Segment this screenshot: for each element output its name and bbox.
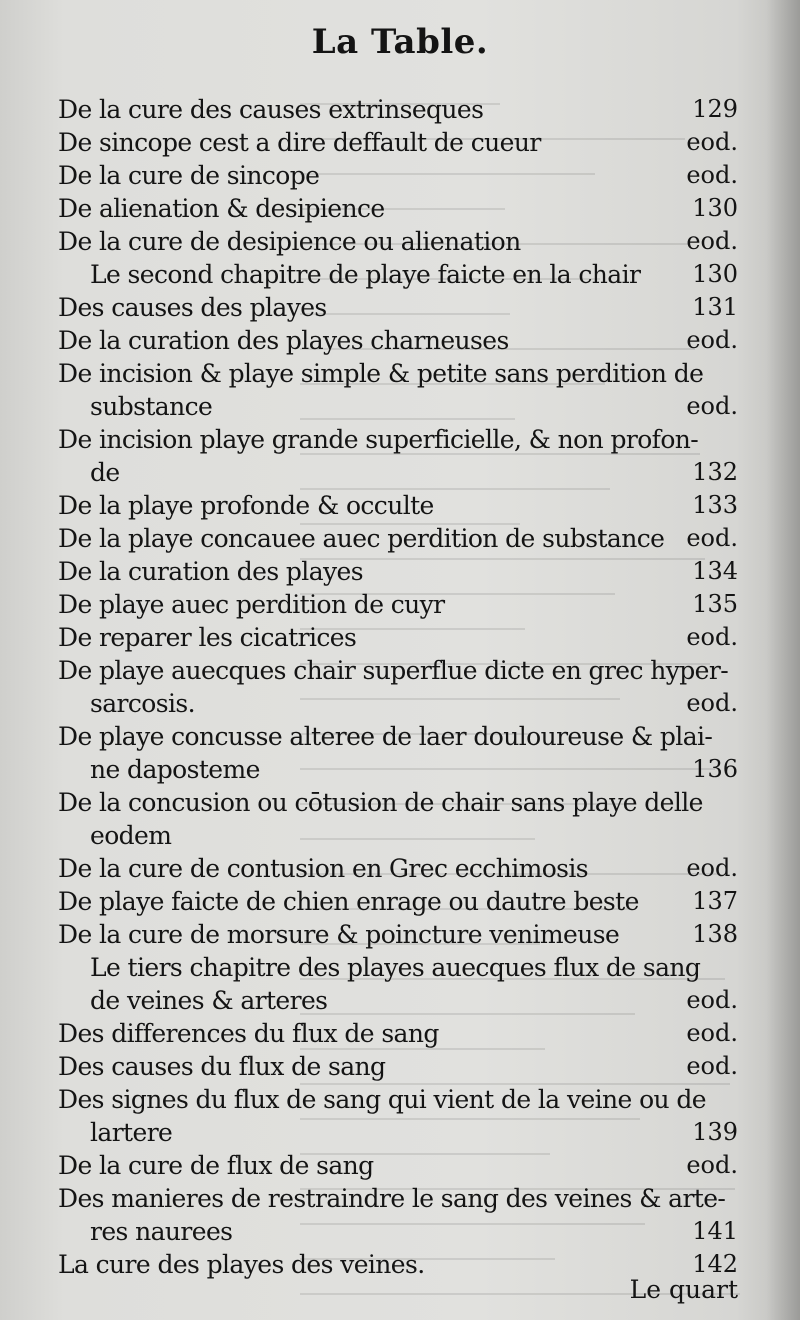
entry-text bbox=[58, 126, 738, 159]
toc-entry bbox=[58, 918, 738, 951]
toc-entry bbox=[58, 291, 738, 324]
entry-text bbox=[58, 357, 738, 390]
page-number: 130 bbox=[692, 260, 738, 288]
entry-text-span: De la curation des playes charneuses bbox=[58, 326, 509, 355]
page-edge-shadow bbox=[766, 0, 800, 1320]
toc-entry bbox=[58, 192, 738, 225]
entry-text bbox=[58, 951, 738, 984]
page-number: 141 bbox=[692, 1217, 738, 1245]
entry-text bbox=[58, 621, 738, 654]
entry-text-span: Le tiers chapitre des playes auecques flux de sang bbox=[90, 953, 701, 982]
entry-text-span: De incision playe grande superficielle, & non profon- bbox=[58, 425, 699, 454]
toc-entry bbox=[58, 1149, 738, 1182]
entry-text-span: lartere bbox=[90, 1118, 173, 1147]
entry-text bbox=[58, 291, 738, 324]
toc-entry bbox=[58, 159, 738, 192]
toc-entry bbox=[58, 621, 738, 654]
entry-text bbox=[58, 1083, 738, 1116]
entry-text-span: De la curation des playes bbox=[58, 557, 363, 586]
entry-text-span: La cure des playes des veines. bbox=[58, 1250, 425, 1279]
toc-entry bbox=[58, 489, 738, 522]
toc-entry bbox=[58, 324, 738, 357]
show-through-line bbox=[300, 1295, 650, 1300]
entry-text-span: De reparer les cicatrices bbox=[58, 623, 357, 652]
entry-text-span: Des signes du flux de sang qui vient de la veine ou de bbox=[58, 1085, 706, 1114]
entry-text bbox=[58, 1149, 738, 1182]
entry-text bbox=[58, 918, 738, 951]
entry-text-span: De playe auec perdition de cuyr bbox=[58, 590, 445, 619]
entry-text-continued bbox=[58, 687, 738, 720]
entry-text bbox=[58, 423, 738, 456]
entry-text-span: De la cure des causes extrinseques bbox=[58, 95, 484, 124]
entry-text-span: sarcosis. bbox=[90, 689, 195, 718]
toc-entry bbox=[58, 588, 738, 621]
page-number: 130 bbox=[692, 194, 738, 222]
page-number: eod. bbox=[686, 227, 738, 255]
entry-text-span: De playe concusse alteree de laer douloureuse & plai- bbox=[58, 722, 713, 751]
entry-text bbox=[58, 885, 738, 918]
entry-text bbox=[58, 324, 738, 357]
entry-text bbox=[58, 786, 738, 819]
page-number: 129 bbox=[692, 95, 738, 123]
entry-text bbox=[58, 654, 738, 687]
entry-text-span: De alienation & desipience bbox=[58, 194, 385, 223]
entry-text bbox=[58, 1017, 738, 1050]
entry-text-continued bbox=[58, 1116, 738, 1149]
page-number: 142 bbox=[692, 1250, 738, 1278]
page-number: eod. bbox=[686, 623, 738, 651]
entry-text-span: De la playe profonde & occulte bbox=[58, 491, 434, 520]
entry-text-continued bbox=[58, 753, 738, 786]
entry-text-span: substance bbox=[90, 392, 213, 421]
page-number: eod. bbox=[686, 1151, 738, 1179]
entry-text-span: Des causes des playes bbox=[58, 293, 327, 322]
entry-text-span: res naurees bbox=[90, 1217, 233, 1246]
toc-entry bbox=[58, 93, 738, 126]
entry-text bbox=[58, 192, 738, 225]
entry-text bbox=[58, 1182, 738, 1215]
entry-text bbox=[58, 159, 738, 192]
entry-text-span: Des differences du flux de sang bbox=[58, 1019, 439, 1048]
page-number: eod. bbox=[686, 326, 738, 354]
entry-text-span: De playe faicte de chien enrage ou dautre beste bbox=[58, 887, 639, 916]
entry-text bbox=[58, 489, 738, 522]
entry-text-continued bbox=[58, 1215, 738, 1248]
toc-entry bbox=[58, 555, 738, 588]
page-number: eod. bbox=[686, 161, 738, 189]
toc-entry bbox=[58, 126, 738, 159]
toc-entry bbox=[58, 1017, 738, 1050]
chapter-heading-entry bbox=[58, 951, 738, 1017]
entry-text bbox=[58, 1050, 738, 1083]
entry-text bbox=[58, 225, 738, 258]
toc-entry bbox=[58, 1083, 738, 1149]
entry-text bbox=[58, 588, 738, 621]
page-number: eod. bbox=[686, 854, 738, 882]
page-number: eod. bbox=[686, 986, 738, 1014]
toc-entry bbox=[58, 654, 738, 720]
page-number: eod. bbox=[686, 1052, 738, 1080]
entry-text-continued bbox=[58, 984, 738, 1017]
entry-text-span: de bbox=[90, 458, 120, 487]
chapter-heading-entry bbox=[58, 258, 738, 291]
entry-text-span: De la cure de flux de sang bbox=[58, 1151, 374, 1180]
page-number: 138 bbox=[692, 920, 738, 948]
entry-text-span: De playe auecques chair superflue dicte en grec hyper- bbox=[58, 656, 729, 685]
entry-text-span: De la cure de desipience ou alienation bbox=[58, 227, 521, 256]
page-number: 132 bbox=[692, 458, 738, 486]
entry-text bbox=[58, 522, 738, 555]
entry-text-span: De incision & playe simple & petite sans perdition de bbox=[58, 359, 704, 388]
page-number: 136 bbox=[692, 755, 738, 783]
entry-text bbox=[58, 258, 738, 291]
entry-text bbox=[58, 555, 738, 588]
entry-text-span: eodem bbox=[90, 821, 172, 850]
entry-text-span: Des manieres de restraindre le sang des veines & arte- bbox=[58, 1184, 726, 1213]
page-number: 135 bbox=[692, 590, 738, 618]
page-title: La Table. bbox=[311, 22, 489, 62]
entry-text-span: De la concusion ou cōtusion de chair sans playe delle bbox=[58, 788, 703, 817]
entry-text-span: Le second chapitre de playe faicte en la chair bbox=[90, 260, 641, 289]
page-number: 139 bbox=[692, 1118, 738, 1146]
toc-entry bbox=[58, 720, 738, 786]
entry-text-continued bbox=[58, 390, 738, 423]
page-number: 137 bbox=[692, 887, 738, 915]
page-number: eod. bbox=[686, 128, 738, 156]
entry-text-span: ne daposteme bbox=[90, 755, 260, 784]
entry-text bbox=[58, 93, 738, 126]
toc-entry bbox=[58, 423, 738, 489]
entry-text-continued bbox=[58, 819, 738, 852]
toc-entry bbox=[58, 1182, 738, 1248]
entry-text-span: De sincope cest a dire deffault de cueur bbox=[58, 128, 541, 157]
toc-entry bbox=[58, 885, 738, 918]
toc-entry bbox=[58, 522, 738, 555]
page-number: eod. bbox=[686, 524, 738, 552]
catchword: Le quart bbox=[629, 1275, 738, 1304]
page-number: eod. bbox=[686, 1019, 738, 1047]
entry-text bbox=[58, 852, 738, 885]
page-number: eod. bbox=[686, 392, 738, 420]
entry-text-span: de veines & arteres bbox=[90, 986, 328, 1015]
toc-entry bbox=[58, 1050, 738, 1083]
entry-text-span: De la cure de sincope bbox=[58, 161, 320, 190]
table-of-contents bbox=[58, 93, 738, 1281]
entry-text-span: Des causes du flux de sang bbox=[58, 1052, 386, 1081]
entry-text-span: De la playe concauee auec perdition de substance bbox=[58, 524, 665, 553]
page-number: 134 bbox=[692, 557, 738, 585]
entry-text-span: De la cure de morsure & poincture venimeuse bbox=[58, 920, 620, 949]
toc-entry bbox=[58, 852, 738, 885]
entry-text-span: De la cure de contusion en Grec ecchimosis bbox=[58, 854, 589, 883]
entry-text bbox=[58, 720, 738, 753]
toc-entry bbox=[58, 225, 738, 258]
page-number: eod. bbox=[686, 689, 738, 717]
page-number: 133 bbox=[692, 491, 738, 519]
toc-entry bbox=[58, 357, 738, 423]
page-number: 131 bbox=[692, 293, 738, 321]
entry-text-continued bbox=[58, 456, 738, 489]
toc-entry bbox=[58, 786, 738, 852]
